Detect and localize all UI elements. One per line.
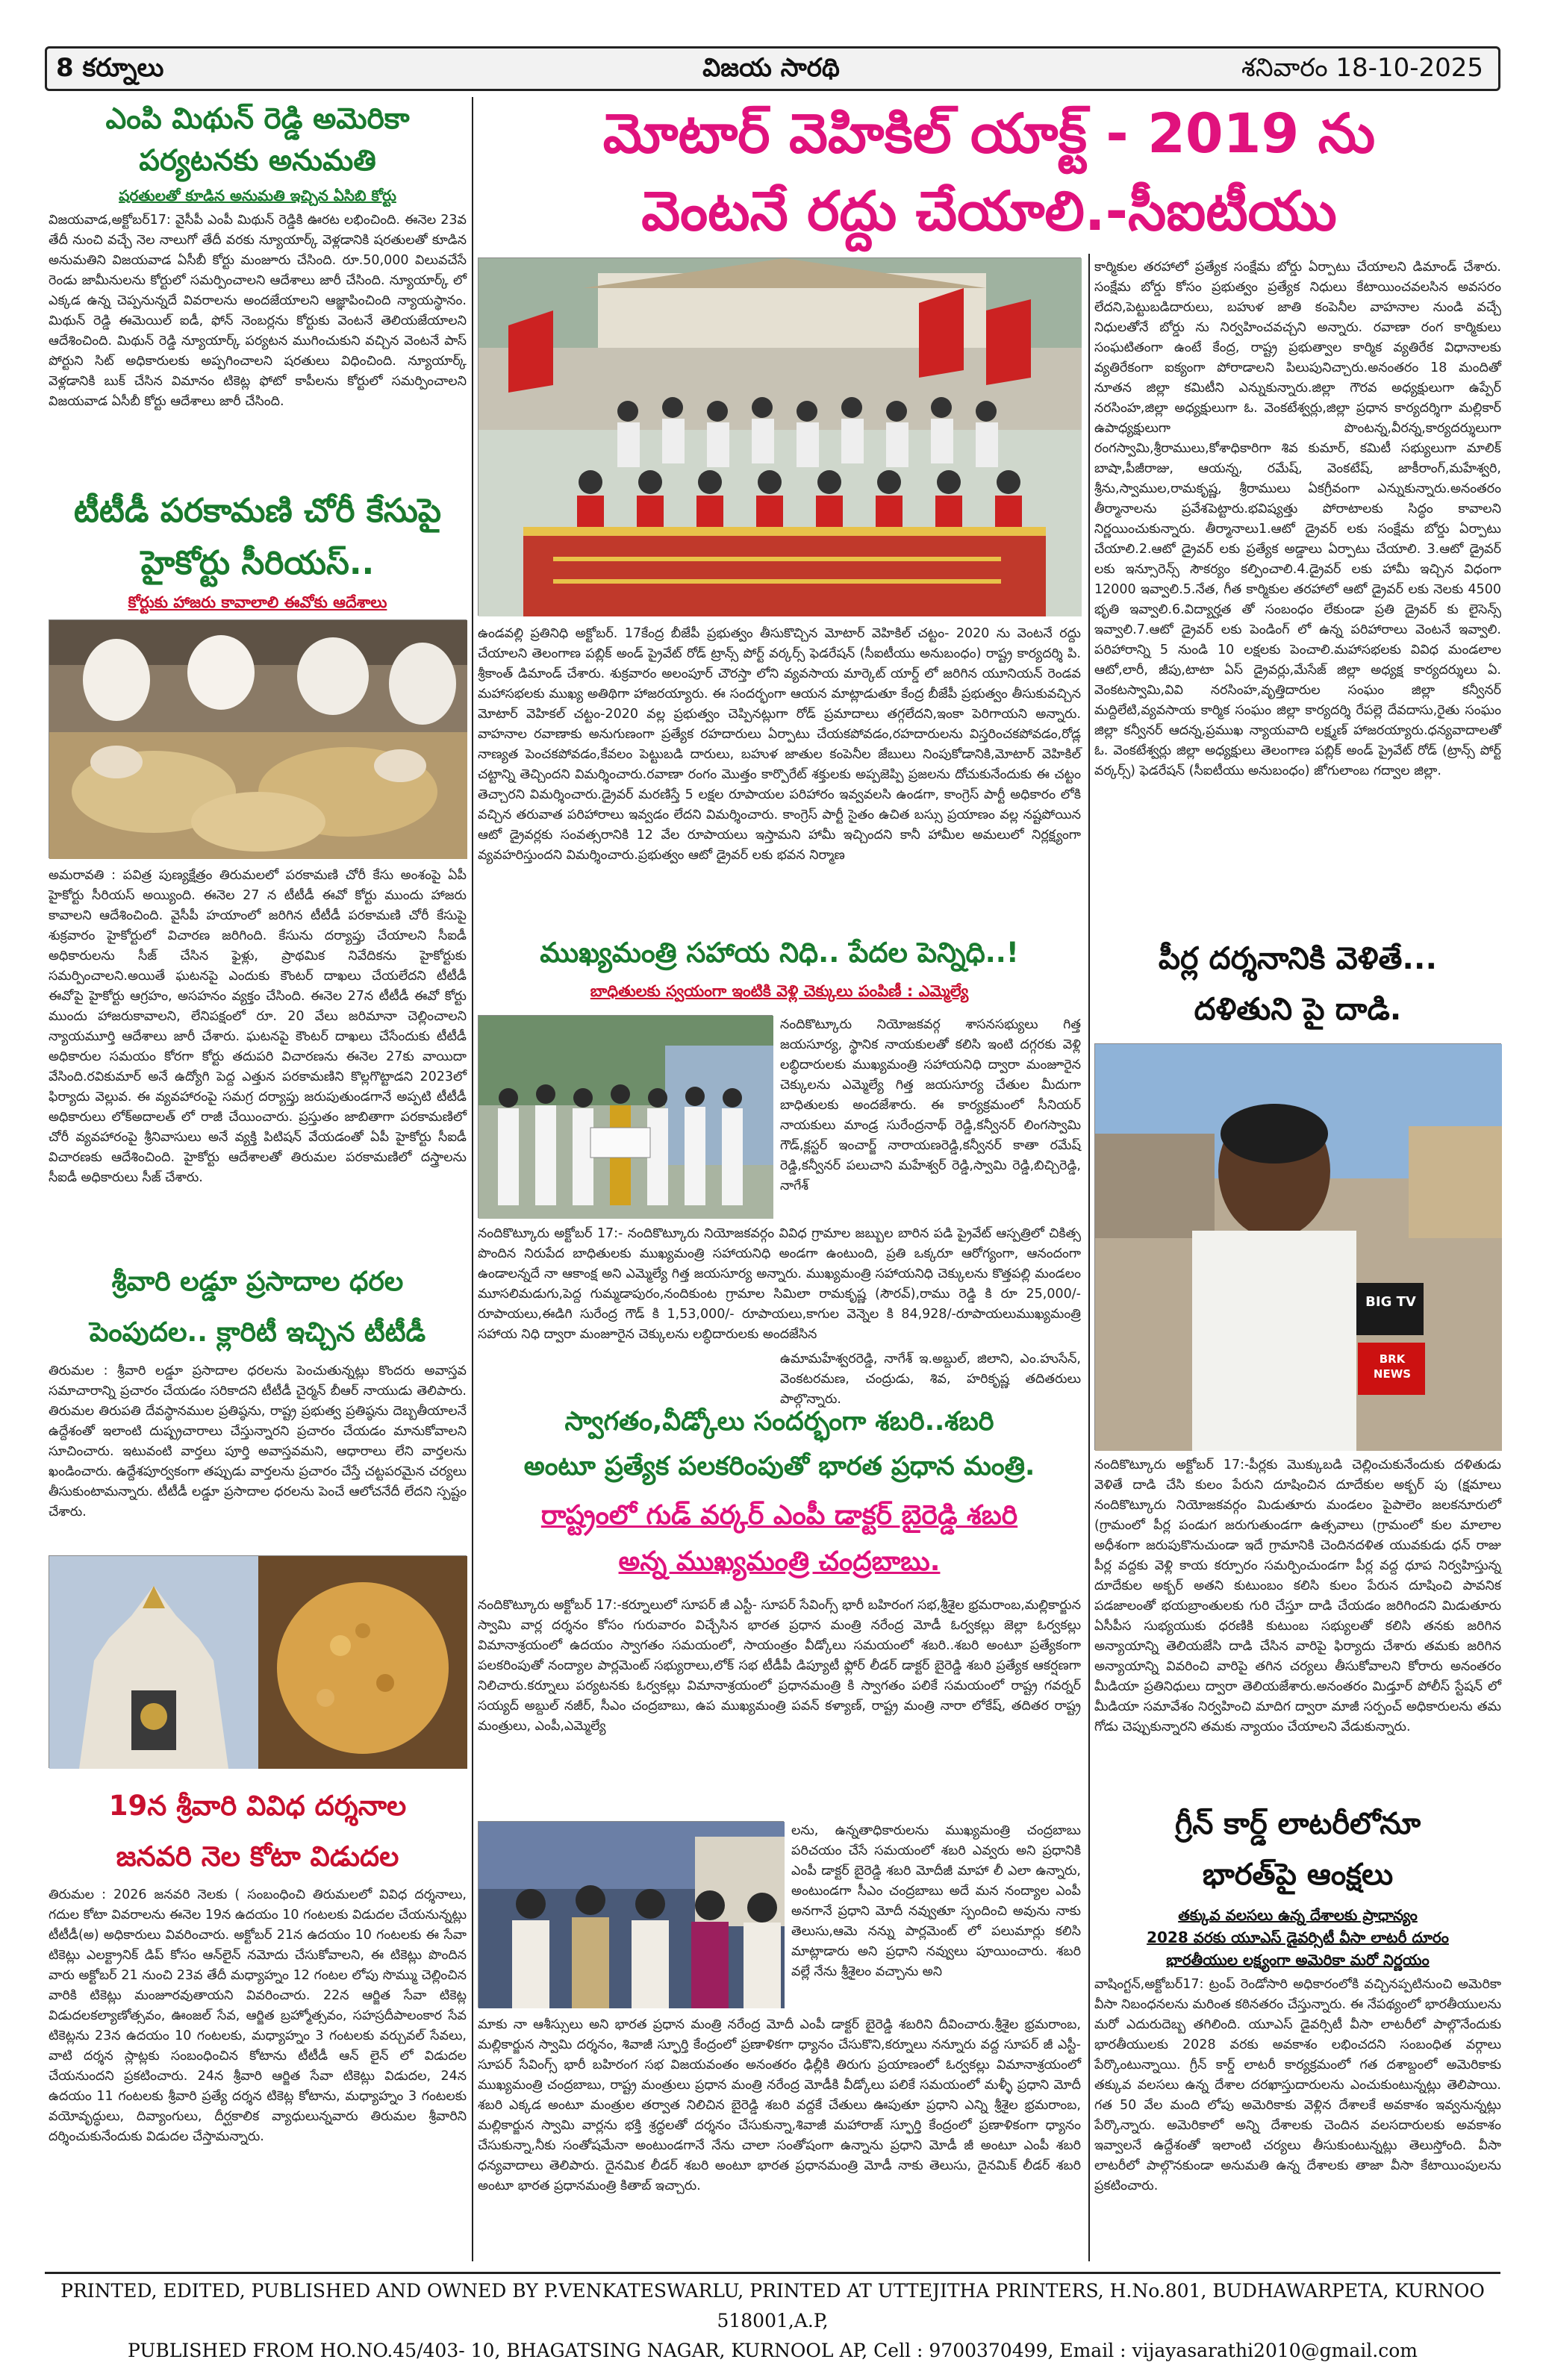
- masthead: [45, 46, 1500, 91]
- article-headline: [49, 485, 467, 590]
- cm-fund-body-side: నందికొట్కూరు నియోజకవర్గ శాసనసభ్యులు గిత్త జయసూర్య, స్థానిక నాయకులతో కలిసి ఇంటి దగ్గరకు వెళ్లి లబ్ధిదారులకు ముఖ్యమంత్రి సహాయనిధి ద్వారా మంజూరైన చెక్కులను ఎమ్మెల్యే గిత్త జయసూర్య చేతుల మీదుగా బాధితులకు అందజేశారు. ఈ కార్యక్రమంలో సీనియర్ నాయకులు మాండ్ర సురేంద్రనాథ్ రెడ్డి,కన్వీనర్ లింగస్వామి గౌడ్,క్లస్టర్ ఇంచార్జ్ నారాయణరెడ్డి,కన్వీనర్ కాతా రమేష్ రెడ్డి,కన్వీనర్ పలుచాని మహేశ్వర్ రెడ్డి,స్వామి రెడ్డి,బిచ్చిరెడ్డి, నాగేశ్: [780, 1017, 1081, 1193]
- dalit-attack-body: నందికొట్కూరు అక్టోబర్ 17:-పీర్లకు మొక్కుబడి చెల్లించుకునేందుకు దళితుడు వెళితే దాడి చేసి కులం పేరుని దూషించిన దూదేకుల అక్బర్ పు (క్షమాలు నందికొట్కూరు నియోజకవర్గం మిడుతూరు మండలం పైపాలెం జలకనూరులో (గ్రామంలో పీర్ల పండుగ జరుగుతుండగా ఉత్సవాలు (గ్రామంలో కుల మాలాల అధీశంగా జరుపుకొనుచుండా ఇదే గ్రామానికి చెందినదళిత యువకుడు ధన్ రాజు పీర్ల వద్దకు వెళ్లి కాయ కర్పూరం సమర్పించుండగా పీర్ల వద్ద ధూప నిర్వహిస్తున్న దూదేకుల అక్బర్ అతని కుటుంబం కలిసి కులం పేరున దూషించి పావనిక పడజాలంతో భయబ్రాంతులకు గురి చేస్తూ దాడి చేయడం జరిగిందని మిడుతూరు ఏసీపీస సుభ్యయుకు ధరణికి కుటుంబ సభ్యులతో కలిసి తనకు జరిగిన అన్యాయాన్ని తెలియజేసి దాడి చేసిన వారిపై ఫిర్యాదు చేశారు తమకు జరిగిన అన్యాయాన్ని వివరించి వారిపై తగిన చర్యలు తీసుకోవాలని కోరారు అనంతరం మీడియా ప్రతినిధులు ద్వారా తెలియజేశారు.అనంతరం మిడ్తూర్ పోలీస్ స్టేషన్ లో మీడియా సమావేశం నిర్వహించి మాదిగ ద్వారా మాజీ సర్పంచ్ అధికారులను తమ గోడు చెప్పుకున్నారని తమకు న్యాయం చేయాలని వేడుకున్నారు.: [1094, 1458, 1501, 1734]
- pm-photo-graphic: [479, 1822, 785, 2008]
- issue-date: శనివారం 18-10-2025: [1241, 53, 1483, 83]
- article-subheading: కోర్టుకు హాజరు కావాలాలి ఈవోకు ఆదేశాలు: [128, 593, 387, 611]
- headline-line: జనవరి నెల కోటా విడుదల: [116, 1840, 399, 1873]
- article-body: తిరుమల : 2026 జనవరి నెలకు ( సంబంధించి తిరుమలలో వివిధ దర్శనాలు, గదుల కోటా వివరాలను ఈనెల 19న ఉదయం 10 గంటలకు విడుదల చేయనున్నట్లు టీటీడీ(అ) అధికారులు వివరించారు. అక్టోబర్ 21న ఉదయం 10 గంటలకు ఈ సేవా టికెట్లు ఎలక్ట్రానిక్ డిప్ కోసం ఆన్‌లైన్ నమోదు చేసుకోవాలని, ఈ టికెట్లు పొందిన వారు అక్టోబర్ 21 నుంచి 23వ తేదీ మధ్యాహ్నం 12 గంటల లోపు సొమ్ము చెల్లించిన వారికి టికెట్లు మంజూరవుతాయని వివరించారు. 22న ఆర్జిత సేవా టికెట్ల విడుదలకల్యాణోత్సవం, ఊంజల్ సేవ, ఆర్జిత బ్రహ్మోత్సవం, సహస్రదీపాలంకార సేవ టికెట్లను 23న ఉదయం 10 గంటలకు, మధ్యాహ్నం 3 గంటలకు వర్చువల్ సేవలు, వాటి దర్శన స్లాట్లకు సంబంధించిన కోటాను టీటీడీ ఆన్ లైన్ లో విడుదల చేయనుందని ప్రకటించారు. 24న శ్రీవారి ఆర్జిత సేవా టికెట్లు విడుదల, 24న ఉదయం 11 గంటలకు శ్రీవారి ప్రత్యే దర్శన టికెట్ల కోటాను, మధ్యాహ్నం 3 గంటలకు వయోవృద్ధులు, దివ్యాంగులు, దీర్ఘకాలిక వ్యాధులున్నవారు తిరుమల శ్రీవారిని దర్శించుకునేందుకు విడుదల చేస్తామన్నారు.: [49, 1887, 467, 2144]
- headline-line: రాష్ట్రంలో గుడ్ వర్కర్ ఎంపీ డాక్టర్ బైరెడ్డి శబరి: [540, 1500, 1018, 1531]
- column-divider: [472, 97, 473, 2261]
- headline-line: అన్న ముఖ్యమంత్రి చంద్రబాబు.: [618, 1546, 941, 1577]
- pm-body-bottom: మాకు నా ఆశీస్సులు అని భారత ప్రధాన మంత్రి నరేంద్ర మోదీ ఎంపీ డాక్టర్ బైరెడ్డి శబరిని దీవించారు.శ్రీశైల భ్రమరాంబ, మల్లికార్జున స్వామి దర్శనం, శివాజీ స్ఫూర్తి కేంద్రంలో ప్రణాళికగా ధ్యానం చేసుకొని,కర్నూలు నన్నూరు వద్ద సూపర్ జీ ఎస్టీ-సూపర్ సేవింగ్స్ భారీ బహిరంగ సభ విజయవంతం అనంతరం ఢిల్లీకి తిరుగు ప్రయాణంలో ఓర్వకల్లు విమానాశ్రయంలో ముఖ్యమంత్రి చంద్రబాబు, రాష్ట్ర మంత్రులు ప్రధాన మంత్రి నరేంద్ర మోడీకి వీడ్కోలు పలికే సమయంలో మళ్ళీ ప్రధాని మోదీ శబరి ఎక్కడ అంటూ మంత్రుల తర్వాత నిలిచిన బైరెడ్డి శబరి వద్దకే చేతులు ఊపుతూ ప్రధాని ఎన్ని శ్రీశైల భ్రమరాంబ, మల్లికార్జున స్వామి వార్లను భక్తి శ్రద్ధలతో దర్శనం చేసుకున్నా,శివాజీ మహారాజ్ స్ఫూర్తి కేంద్రంలో ప్రణాళికంగా ధ్యానం చేసుకున్నా,నీకు సంతోషమేనా అంటుండగానే నేను చాలా సంతోషంగా ఉన్నాను ప్రధాని మోడీ జీ అంటూ ఎంపీ శబరి ధన్యవాదాలు తెలిపారు. దైనమిక లీడర్ శబరి అంటూ భారత ప్రధానమంత్రి మోడీ నాకు తెలుసు, దైనమిక్ లీడర్ శబరి అంటూ భారత ప్రధానమంత్రి కితాబ్ ఇచ్చారు.: [478, 2017, 1081, 2193]
- headline-line: శ్రీవారి లడ్డూ ప్రసాదాల ధరల: [111, 1266, 404, 1297]
- cm-fund-body: నందికొట్కూరు అక్టోబర్ 17:- నందికొట్కూరు నియోజకవర్గం వివిధ గ్రామాల జబ్బుల బారిన పడి ప్రైవేట్ ఆస్పత్రిలో చికిత్స పొందిన నిరుపేద బాధితులకు ముఖ్యమంత్రి సహాయనిధి అండగా ఉంటుంది, ప్రతి ఒక్కరూ ఆరోగ్యంగా, ఆనందంగా ఉండాలన్నదే నా ఆకాంక్ష అని ఎమ్మెల్యే గిత్త జయసూర్య అన్నారు. ముఖ్యమంత్రి సహాయనిధి చెక్కులను కొత్తపల్లి మండలం మూసలిమడుగు,పెద్ద గుమ్మడాపురం,నందికుంట గ్రామాల సిమిలా రామకృష్ణ (సౌరవ్),రాము రెడ్డి కి రూ 25,000/-రూపాయలు,ఈడిగి సురేంద్ర గౌడ్ కి 1,53,000/- రూపాయలు,కాగుల వెన్నెల కి 84,928/-రూపాయలుముఖ్యమంత్రి సహాయ నిధి ద్వారా మంజూరైన చెక్కులను లబ్ధిదారులకు అందజేసిన: [478, 1226, 1081, 1342]
- pm-body-side: లను, ఉన్నతాధికారులను ముఖ్యమంత్రి చంద్రబాబు పరిచయం చేసే సమయంలో శబరి ఎవ్వరు అని ప్రధానికి ఎంపీ డాక్టర్ బైరెడ్డి శబరి మోదీజీ మాహా లీ ఎలా ఉన్నారు, అంటుండగా సీఎం చంద్రబాబు అదే మన నంద్యాల ఎంపీ అనగానే ప్రధాని మోదీ నవ్వుతూ స్పందించి అవును నాకు తెలుసు,ఆమె నన్ను పార్లమెంట్ లో పలుమార్లు కలిసి మాట్లాడారు అని ప్రధాని నవ్వులు పూయించారు. శబరి వల్లే నేను శ్రీశైలం వచ్చాను అని: [791, 1823, 1081, 1979]
- article-body: అమరావతి : పవిత్ర పుణ్యక్షేత్రం తిరుమలలో పరకామణి చోరీ కేసు అంశంపై ఏపీ హైకోర్టు సీరియస్ అయ్యింది. ఈనెల 27 న టీటీడీ ఈవో కోర్టు ముందు హాజరు కావాలని ఆదేశించింది. వైసీపీ హయాంలో జరిగిన టీటీడీ పరకామణి చోరీ కేసుపై శుక్రవారం హైకోర్టులో విచారణ జరిగింది. కేసును దర్యాప్తు చేయాలని సీఐడీ అధికారులను సీజ్ చేసిన ఫైళ్లు, ప్రాథమిక నివేదికను హైకోర్టుకు సమర్పించాలని.అయితే ఘటనపై ఎందుకు కౌంటర్ దాఖలు చేయలేదని టీటీడీ ఈవోపై హైకోర్టు ఆగ్రహం, అసహనం వ్యక్తం చేసింది. ఈనెల 27న టీటీడీ ఈవో కోర్టు ముందు హాజరుకావాలని, లేనిపక్షంలో రూ. 20 వేలు జరిమానా చెల్లించాలని న్యాయమూర్తి ఆదేశాలు జారీ చేశారు. ఘటనపై కౌంటర్ దాఖలు చేసేందుకు టీటీడీ అధికారుల సమయం కోరగా కోర్టు తదుపరి విచారణను ఈనెల 27కు వాయిదా వేసింది.రవికుమార్ అనే ఉద్యోగి పెద్ద ఎత్తున పరకామణిని కొల్లగొట్టాడని 2023లో ఫిర్యాదు వెల్లువ. ఈ వ్యవహారంపై సమగ్ర దర్యాప్తు జరుపుతుండగానే అప్పటి టీటీడీ అధికారులు లోక్అదాలత్ లో రాజీ చేయించారు. ప్రస్తుతం జాబితాగా పరకామణిలో చోరీ వ్యవహారంపై శ్రీనివాసులు అనే వ్యక్తి పిటిషన్ వేయడంతో ఏపీ హైకోర్టు సీఐడీ విచారణకు ఆదేశించింది. హైకోర్టు ఆదేశాలతో తిరుమల పరకామణిలో దస్త్రాలను సీఐడీ అధికారులు సీజ్ చేశారు.: [49, 868, 467, 1185]
- article-headline: [49, 1257, 467, 1358]
- pm-headline: [478, 1399, 1081, 1489]
- headline-line: అంటూ ప్రత్యేక పలకరింపుతో భారత ప్రధాన మంత్రి.: [523, 1452, 1035, 1481]
- headline-line: పెంపుదల.. క్లారిటీ ఇచ్చిన టీటీడీ: [89, 1317, 426, 1348]
- cheque-distribution-photo: [478, 1015, 773, 1218]
- footer-divider: [45, 2272, 1500, 2274]
- imprint-line: PUBLISHED FROM HO.NO.45/403- 10, BHAGATSING NAGAR, KURNOOL AP, Cell : 9700370499, Email : vijayasarathi2010@gmail.com: [127, 2340, 1418, 2361]
- pm-body-top: నందికొట్కూరు అక్టోబర్ 17:-కర్నూలులో సూపర్ జీ ఎస్టీ- సూపర్ సేవింగ్స్ భారీ బహిరంగ సభ,శ్రీశైల భ్రమరాంబ,మల్లికార్జున స్వామి వార్ల దర్శనం కోసం గురువారం విచ్చేసిన భారత ప్రధాన మంత్రి నరేంద్ర మోడీ ఓర్వకల్లు జెల్లా ఓర్వకల్లు విమానాశ్రయంలో ఉదయం స్వాగతం సమయంలో, సాయంత్రం వీడ్కోలు సమయంలో శబరి..శబరి అంటూ ప్రత్యేకంగా పలకరింపుతో నంద్యాల పార్లమెంట్ సభ్యురాలు,లోక్ సభ టీడీపీ డిప్యూటీ ఫ్లోర్ లీడర్ డాక్టర్ బైరెడ్డి శబరి ప్రత్యేక ఆకర్షణగా నిలిచారు.కర్నూలు పర్యటనకు ఓర్వకల్లు విమానాశ్రయంలో ప్రధానమంత్రి కి స్వాగతం పలికే సమయంలో రాష్ట్ర గవర్నర్ సయ్యద్ అబ్దుల్ నజీర్, సీఎం చంద్రబాబు, ఉప ముఖ్యమంత్రి పవన్ కళ్యాణ్, రాష్ట్ర మంత్రి నారా లోకేష్, తదితర రాష్ట్ర మంత్రులు, ఎంపీ,ఎమ్మెల్యే: [478, 1598, 1081, 1734]
- parakamani-photo: [49, 619, 467, 858]
- pm-subheadline: [478, 1493, 1081, 1585]
- headline-line: పీర్ల దర్శనానికి వెళితే...: [1158, 940, 1438, 976]
- green-card-body: వాషింగ్టన్,అక్టోబర్17: ట్రంప్ రెండోసారి అధికారంలోకి వచ్చినప్పటినుంచి అమెరికా వీసా నిబంధనలను మరింత కఠినతరం చేస్తున్నారు. ఈ నేపథ్యంలో భారతీయులను మరో ఎదురుదెబ్బ తగిలింది. యూఎస్ డైవర్సిటీ వీసా లాటరీలో పాల్గొనేందుకు భారతీయులకు 2028 వరకు అవకాశం లభించదని సంబంధిత వర్గాలు పేర్కొంటున్నాయి. గ్రీన్ కార్డ్ లాటరీ కార్యక్రమంలో గత దశాబ్దంలో అమెరికాకు తక్కువ వలసలు ఉన్న దేశాల దరఖాస్తుదారులను ఎంచుకుంటున్నట్లు తెలిపాయి. గత 50 వేల మంది లోపు అమెరికాకు వెళ్లిన దేశాలకే అవకాశం ఇవ్వనున్నట్లు పేర్కొన్నారు. అమెరికాలో అన్ని దేశాలకు చెందిన వలసదారులకు అవకాశం ఇవ్వాలనే ఉద్దేశంతో ఇలాంటి చర్యలు తీసుకుంటున్నట్లు తెలుస్తోంది. వీసా లాటరీలో పాల్గొనకుండా అనుమతి ఉన్న దేశాలకు తాజా వీసా కేటాయింపులను ప్రకటించారు.: [1094, 1977, 1501, 2193]
- headline-line: మోటార్ వెహికిల్ యాక్ట్ - 2019 ను: [602, 102, 1376, 166]
- paper-name: విజయ సారథి: [702, 53, 840, 83]
- green-card-sub3: భారతీయుల లక్ష్యంగా అమెరికా మరో నిర్ణయం: [1166, 1951, 1430, 1969]
- headline-line: దళితుని పై దాడి.: [1194, 991, 1402, 1027]
- imprint-line: PRINTED, EDITED, PUBLISHED AND OWNED BY P.VENKATESWARLU, PRINTED AT UTTEJITHA PRINTERS, H.No.801, BUDHAWARPETA, KURNOO 518001,A.P,: [60, 2280, 1485, 2331]
- brk-news-logo: BRK NEWS: [1373, 1352, 1412, 1381]
- headline-line: వెంటనే రద్దు చేయాలి.-సీఐటీయు: [641, 180, 1337, 243]
- headline-line: టీటీడీ పరకామణి చోరీ కేసుపై: [73, 492, 442, 530]
- lead-continued: కార్మికుల తరహాలో ప్రత్యేక సంక్షేమ బోర్డు ఏర్పాటు చేయాలని డిమాండ్ చేశారు. సంక్షేమ బోర్డు కోసం ప్రభుత్వం ప్రత్యేక నిధులు కేటాయించవలసిన అవసరం లేదని,పెట్టుబడిదారులు, బహుళ జాతి కంపెనీల వాహనాల నుండి వచ్చే నిధులతోనే బోర్డు ను నిర్వహించవచ్చని అన్నారు. రవాణా రంగ కార్మికులు సంఘటితంగా ఉంటే కేంద్ర, రాష్ట్ర ప్రభుత్వాల కార్మిక వ్యతిరేక విధానాలకు వ్యతిరేకంగా ఐక్యంగా పోరాడాలని పిలుపునిచ్చారు.అనంతరం 18 మందితో నూతన జిల్లా కమిటీని ఎన్నుకున్నారు.జిల్లా గౌరవ అధ్యక్షులుగా ఉప్పేర్ నరసింహ,జిల్లా అధ్యక్షులుగా ఓ. వెంకటేశ్వర్లు,జిల్లా ప్రధాన కార్యదర్శిగా మల్లికార్ ఉపాధ్యక్షులుగా పొంటన్న,వీరన్న,కార్యదర్శులుగా రంగస్వామి,శ్రీరాములు,కోశాధికారిగా శివ కుమార్, కమిటీ సభ్యులుగా మాలిక్ బాషా,పీజీరాజు, ఆయన్న, రమేష్, వెంకటేష్, జాకీరాంగ్,మహేశ్వరి, శ్రీను,స్వాముల,రామకృష్ణ, శ్రీరాములు ఏకగ్రీవంగా ఎన్నుకున్నారు.అనంతరం తీర్మానాలను ప్రవేశపెట్టారు.భవిష్యత్తు పోరాటాలకు సిద్ధం కావాలని నిర్ణయించుకున్నారు. తీర్మానాలు1.ఆటో డ్రైవర్ లకు సంక్షేమ బోర్డు ఏర్పాటు చేయాలి.2.ఆటో డ్రైవర్ లకు ప్రత్యేక అడ్డాలు ఏర్పాటు చేయాలి. 3.ఆటో డ్రైవర్ లకు ఇన్సూరెన్స్ సౌకర్యం కల్పించాలి.4.డ్రైవర్ లకు హామీ ఇచ్చిన విధంగా 12000 ఇవ్వాలి.5.నేత, గీత కార్మికుల తరహాలో ఆటో డ్రైవర్ లకు నెలకు 4500 భృతి ఇవ్వాలి.6.విద్యార్హత తో సంబంధం లేకుండా ప్రతి డ్రైవర్ కు లైసెన్స్ ఇవ్వాలి.7.ఆటో డ్రైవర్ లకు పెండింగ్ లో ఉన్న పరిహారాలు వెంటనే ఇవ్వాలి. పరిహారాన్ని 5 నుండి 10 లక్షలకు పెంచాలి.మహాసభలకు వివిధ మండలాల ఆటో,లారీ, జీపు,టాటా ఏస్ డ్రైవర్లు,మేసేజ్ జిల్లా అధ్యక్ష కార్యదర్శులు ఏ. వెంకటస్వామి,వివి నరసింహ,వృత్తిదారుల సంఘం జిల్లా కన్వీనర్ మద్దిలేటి,వ్యవసాయ కార్మిక సంఘం జిల్లా కార్యదర్శి రేపల్లె దేవదాసు,రైతు సంఘం జిల్లా కన్వీనర్ ఆదన్న,ప్రముఖ న్యాయవాది లక్ష్మణ్ హాజరయ్యారు.ధన్యవాదాలతో ఓ. వెంకటేశ్వర్లు జిల్లా అధ్యక్షులు తెలంగాణ పబ్లిక్ అండ్ ప్రైవేట్ రోడ్ (ట్రాన్స్ పోర్ట్ వర్కర్స్) ఫెడరేషన్ (సీఐటీయు అనుబంధం) జోగులాంబ గద్వాల జిల్లా.: [1094, 260, 1501, 778]
- headline-line: భారత్‌పై ఆంక్షలు: [1202, 1858, 1394, 1892]
- headline-line: ఎంపి మిథున్ రెడ్డి అమెరికా: [105, 102, 410, 136]
- victim-photo-graphic: [1095, 1044, 1502, 1451]
- meeting-photo-graphic: [479, 258, 1082, 616]
- green-card-sub2: 2028 వరకు యూఎస్ డైవర్సిటీ వీసా లాటరీ దూరం: [1147, 1928, 1449, 1946]
- headline-line: స్వాగతం,వీడ్కోలు సందర్భంగా శబరి..శబరి: [564, 1407, 994, 1437]
- imprint-footer: [45, 2276, 1500, 2366]
- green-card-headline: [1094, 1799, 1501, 1900]
- cm-fund-headline: ముఖ్యమంత్రి సహాయ నిధి.. పేదల పెన్నిధి..!: [540, 937, 1019, 969]
- temple-laddu-graphic: [49, 1556, 467, 1769]
- column-divider: [1088, 254, 1090, 2261]
- page-number: 8 కర్నూలు: [56, 53, 164, 83]
- article-body: తిరుమల : శ్రీవారి లడ్డూ ప్రసాదాల ధరలను పెంచుతున్నట్లు కొందరు అవాస్తవ సమాచారాన్ని ప్రచారం చేయడం సరికాదని టీటీడీ చైర్మన్ బీఆర్ నాయుడు తెలిపారు. తిరుమల తిరుపతి దేవస్థానముల ప్రతిష్ఠను, రాష్ట్ర ప్రభుత్వ ప్రతిష్ఠను దెబ్బతీయాలనే ఉద్దేశంతో ఇలాంటి దుష్ప్రచారాలు చేస్తున్నారని ప్రచారం చేయడం మానుకోవాలని సూచించారు. ఇటువంటి వార్తలు పూర్తి అవాస్తవమని, ఆధారాలు లేని వార్తలను ఖండించారు. ఉద్దేశపూర్వకంగా తప్పుడు వార్తలను ప్రచారం చేస్తే చట్టపరమైన చర్యలు తీసుకుంటామన్నారు. టీటీడీ లడ్డూ ప్రసాదాల ధరలను పెంచే ఆలోచనేదీ లేదని స్పష్టం చేశారు.: [49, 1364, 467, 1519]
- meeting-photo: [478, 257, 1081, 616]
- lead-headline: [478, 96, 1500, 251]
- headline-line: 19న శ్రీవారి వివిధ దర్శనాల: [108, 1790, 407, 1822]
- article-headline: [49, 99, 467, 182]
- article-headline: [49, 1781, 467, 1882]
- parakamani-photo-graphic: [49, 620, 467, 859]
- green-card-sub1: తక్కువ వలసలు ఉన్న దేశాలకు ప్రాధాన్యం: [1178, 1906, 1418, 1924]
- pm-photo: [478, 1821, 784, 2008]
- dalit-attack-headline: [1094, 933, 1501, 1034]
- headline-line: గ్రీన్ కార్డ్ లాటరీలోనూ: [1174, 1807, 1421, 1841]
- victim-interview-photo: [1094, 1043, 1501, 1450]
- cheque-photo-graphic: [479, 1016, 773, 1219]
- big-tv-logo: BIG TV: [1365, 1294, 1416, 1310]
- headline-line: పర్యటనకు అనుమతి: [139, 144, 376, 178]
- temple-laddu-photo: [49, 1555, 467, 1768]
- article-subheading: షరతులతో కూడిన అనుమతి ఇచ్చిన ఏసిబి కోర్టు: [119, 187, 396, 204]
- cm-fund-body-tail: ఉమామహేశ్వరరెడ్డి, నాగేశ్ ఇ.అబ్దుల్, జిలాని, ఎం.హుసేన్, వెంకటరమణ, చంద్రుడు, శివ, హరికృష్ణ తదితరులు పాల్గొన్నారు.: [780, 1352, 1081, 1407]
- lead-body: ఉండవల్లి ప్రతినిధి అక్టోబర్. 17కేంద్ర బీజేపీ ప్రభుత్వం తీసుకొచ్చిన మోటార్ వెహికిల్ చట్టం- 2020 ను వెంటనే రద్దు చేయాలని తెలంగాణ పబ్లిక్ అండ్ ప్రైవేట్ రోడ్ ట్రాన్స్ పోర్ట్ వర్కర్స్ ఫెడరేషన్ (సీఐటీయు అనుబంధం) రాష్ట్ర కార్యదర్శి పి. శ్రీకాంత్ డిమాండ్ చేశారు. శుక్రవారం అలంపూర్ చౌరస్తా లోని వ్యవసాయ మార్కెట్ యార్డ్ లో జరిగిన యూనియన్ రెండవ మహాసభలకు ముఖ్య అతిథిగా హాజరయ్యారు. ఈ సందర్భంగా ఆయన మాట్లాడుతూ కేంద్ర బీజేపీ ప్రభుత్వం తీసుకువచ్చిన మోటార్ వెహికల్ చట్టం-2020 వల్ల ప్రభుత్వం చెప్పినట్లుగా రోడ్ ప్రమాదాలు తగ్గలేదని,ఇంకా పెరిగాయని అన్నారు. వాహనాల రవాణాకు అనుగుణంగా ప్రత్యేక రహదారులు ఏర్పాటు చేయకపోవడం,రహదారులను విస్తరించకపోవడం,రోడ్ల నాణ్యత పెంచకపోవడం,కేవలం పెట్టుబడి దారులు, బహుళ జాతుల కంపెనీల జేబులు నింపుకోడానికి,మోటార్ వెహికిల్ చట్టాన్ని తెచ్చిందని విమర్శించారు.రవాణా రంగం మొత్తం కార్పొరేట్ శక్తులకు అప్పజెప్పి ప్రజలను దోచుకునేందుకు ఈ చట్టం తెచ్చారని విమర్శించారు.డ్రైవర్ మరణిస్తే 5 లక్షల రూపాయల పరిహారం ఇవ్వవలసి ఉండగా, కాంగ్రెస్ పార్టీ అధికారం లోకి వచ్చిన తరువాత పరిహారాలు ఇవ్వడం లేదని విమర్శించారు. కాంగ్రెస్ పార్టీ సైతం ఉచిత బస్సు ప్రయాణం వల్ల నష్టపోయిన ఆటో డ్రైవర్లకు సంవత్సరానికి 12 వేల రూపాయలు ఇస్తామని హామీ ఇచ్చిందని కానీ హామీల అమలులో నిర్లక్ష్యంగా వ్యవహరిస్తుందని విమర్శించారు.ప్రభుత్వం ఆటో డ్రైవర్ లకు భవన నిర్మాణ: [478, 626, 1081, 863]
- cm-fund-subheading: బాధితులకు స్వయంగా ఇంటికి వెళ్లి చెక్కులు పంపిణీ : ఎమ్మెల్యే: [590, 982, 969, 1000]
- headline-line: హైకోర్టు సీరియస్..: [140, 544, 375, 582]
- article-body: విజయవాడ,అక్టోబర్17: వైసీపీ ఎంపీ మిథున్ రెడ్డికి ఊరట లభించింది. ఈనెల 23వ తేదీ నుంచి వచ్చే నెల నాలుగో తేదీ వరకు న్యూయార్క్ వెళ్లడానికి షరతులతో కూడిన అనుమతిని విజయవాడ ఏసీబీ కోర్టు మంజూరు చేసింది. రూ.50,000 విలువచేసే రెండు జామీనులను కోర్టులో సమర్పించాలని ఆదేశాలు జారీ చేసింది. న్యూయార్క్ లో ఎక్కడ ఉన్న చెప్పనున్నదే వివరాలను అందజేయాలని ఆజ్ఞాపించింది న్యాయస్థానం. మిథున్ రెడ్డి ఈమెయిల్ ఐడీ, ఫోన్ నెంబర్లను కోర్టుకు వెంటనే తెలియజేయాలని ఆదేశించింది. మిథున్ రెడ్డి న్యూయార్క్ పర్యటన ముగించుకుని వచ్చిన వెంటనే పాస్ పోర్టుని సిట్ అధికారులకు అప్పగించాలని షరతులు విధించింది. న్యూయార్క్ వెళ్లడానికి బుక్ చేసిన విమానం టికెట్ల ఫోటో కాపీలను కోర్టులో సమర్పించాలని విజయవాడ ఏసీబీ కోర్టు ఆదేశాలు జారీ చేసింది.: [49, 213, 467, 409]
